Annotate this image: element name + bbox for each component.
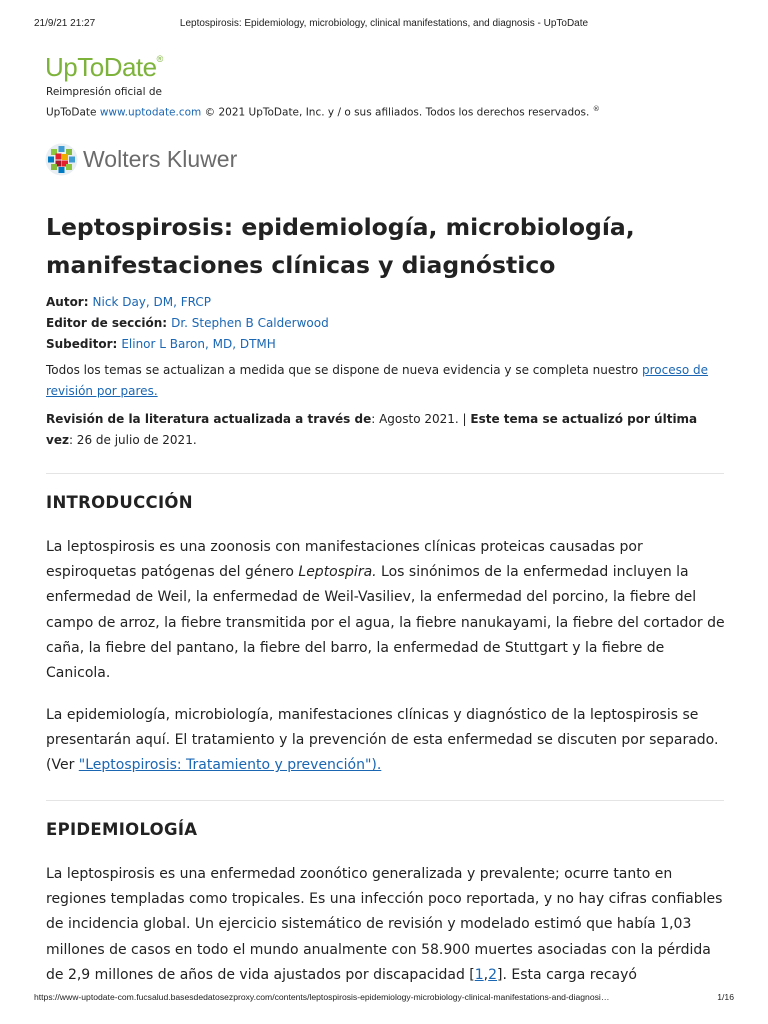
uptodate-logo[interactable] xyxy=(45,52,163,83)
divider xyxy=(46,800,724,801)
section-editor-link[interactable]: Dr. Stephen B Calderwood xyxy=(171,316,329,330)
reprint-line1: Reimpresión oficial de xyxy=(46,86,162,98)
section-editor-label: Editor de sección: xyxy=(46,316,168,330)
treatment-topic-link[interactable]: "Leptospirosis: Tratamiento y prevención"). xyxy=(78,757,382,774)
registered-mark-small: ® xyxy=(592,105,600,113)
article-title xyxy=(46,208,726,284)
article-title-line1: Leptospirosis: epidemiología, microbiología, xyxy=(46,213,635,241)
update-note xyxy=(46,360,716,402)
article-contributors xyxy=(46,292,329,355)
author-link[interactable]: Nick Day, DM, FRCP xyxy=(92,295,212,309)
intro-p1-text-b: Los sinónimos de la enfermedad incluyen la enfermedad de Weil, la enfermedad de Weil-Vasiliev, la enfermedad del porcino, la fiebre del campo de arroz, la fiebre transmitida por el agua, la fiebre nanukayami, la fiebre del cortador de caña, la fiebre del pantano, la fiebre del barro, la enfermedad de Stuttgart y la fiebre de Canicola. xyxy=(46,564,725,682)
registered-mark: ® xyxy=(156,54,163,64)
reprint-notice xyxy=(46,84,600,122)
reprint-line2 xyxy=(46,101,600,122)
peer-review-link[interactable]: proceso de revisión por pares. xyxy=(46,363,709,398)
epi-p1-text-b: ]. Esta carga recayó xyxy=(497,966,637,983)
author-row xyxy=(46,292,329,313)
reference-link-1[interactable]: 1 xyxy=(474,966,484,983)
section-heading-epidemiology: EPIDEMIOLOGÍA xyxy=(46,820,198,839)
section-heading-introduction: INTRODUCCIÓN xyxy=(46,493,193,512)
print-page-number: 1/16 xyxy=(717,992,734,1002)
last-update-value: : 26 de julio de 2021. xyxy=(68,433,197,447)
literature-review-value: : Agosto 2021. | xyxy=(371,412,471,426)
genus-name: Leptospira. xyxy=(298,564,377,581)
deputy-editor-link[interactable]: Elinor L Baron, MD, DTMH xyxy=(121,337,276,351)
section-editor-row xyxy=(46,313,329,334)
reference-link-2[interactable]: 2 xyxy=(488,966,498,983)
intro-p2-text-a: La epidemiología, microbiología, manifestaciones clínicas y diagnóstico de la leptospirosis se presentarán aquí. El tratamiento y la prevención de esta enfermedad se discuten por separado. (Ver xyxy=(46,707,719,774)
review-dates xyxy=(46,409,716,451)
print-page-title: Leptospirosis: Epidemiology, microbiology, clinical manifestations, and diagnosis - UpToDate xyxy=(179,18,589,29)
deputy-editor-row xyxy=(46,334,329,355)
wolters-kluwer-name: Wolters Kluwer xyxy=(83,145,238,172)
wolters-kluwer-mosaic-icon xyxy=(45,143,78,176)
deputy-editor-label: Subeditor: xyxy=(46,337,118,351)
reprint-prefix: UpToDate xyxy=(46,106,100,119)
last-update-label: Este tema se actualizó por última vez xyxy=(46,412,698,447)
epi-paragraph-1 xyxy=(46,862,726,988)
article-title-line2: manifestaciones clínicas y diagnóstico xyxy=(46,251,556,279)
print-header xyxy=(0,18,768,32)
intro-paragraph-2 xyxy=(46,703,726,779)
print-date: 21/9/21 21:27 xyxy=(34,18,96,29)
literature-review-label: Revisión de la literatura actualizada a través de xyxy=(46,412,372,426)
epi-p1-text-a: La leptospirosis es una enfermedad zoonótico generalizada y prevalente; ocurre tanto en regiones templadas como tropicales. Es una infección poco reportada, y no hay cifras confiables de incidencia global. Un ejercicio sistemático de revisión y modelado estimó que había 1,03 millones de casos en todo el mundo anualmente con 58.900 muertes asociadas con la pérdida de 2,9 millones de años de vida ajustados por discapacidad [ xyxy=(46,866,723,983)
uptodate-site-link[interactable]: www.uptodate.com xyxy=(99,106,202,119)
wolters-kluwer-logo xyxy=(45,142,237,176)
intro-paragraph-1 xyxy=(46,535,726,686)
update-note-text: Todos los temas se actualizan a medida que se dispone de nueva evidencia y se completa nuestro xyxy=(46,363,642,377)
print-footer xyxy=(0,992,768,1006)
reference-separator: , xyxy=(483,966,489,983)
uptodate-logo-text: UpToDate xyxy=(45,52,157,82)
reprint-suffix: © 2021 UpToDate, Inc. y / o sus afiliados. Todos los derechos reservados. xyxy=(201,106,593,119)
intro-p1-text-a: La leptospirosis es una zoonosis con manifestaciones clínicas proteicas causadas por espiroquetas patógenas del género xyxy=(46,539,643,581)
print-url: https://www-uptodate-com.fucsalud.basesdedatosezproxy.com/contents/leptospirosis-epidemiology-microbiology-clinical-manifestations-and-diagnosi… xyxy=(34,992,610,1002)
author-label: Autor: xyxy=(46,295,89,309)
divider xyxy=(46,473,724,474)
